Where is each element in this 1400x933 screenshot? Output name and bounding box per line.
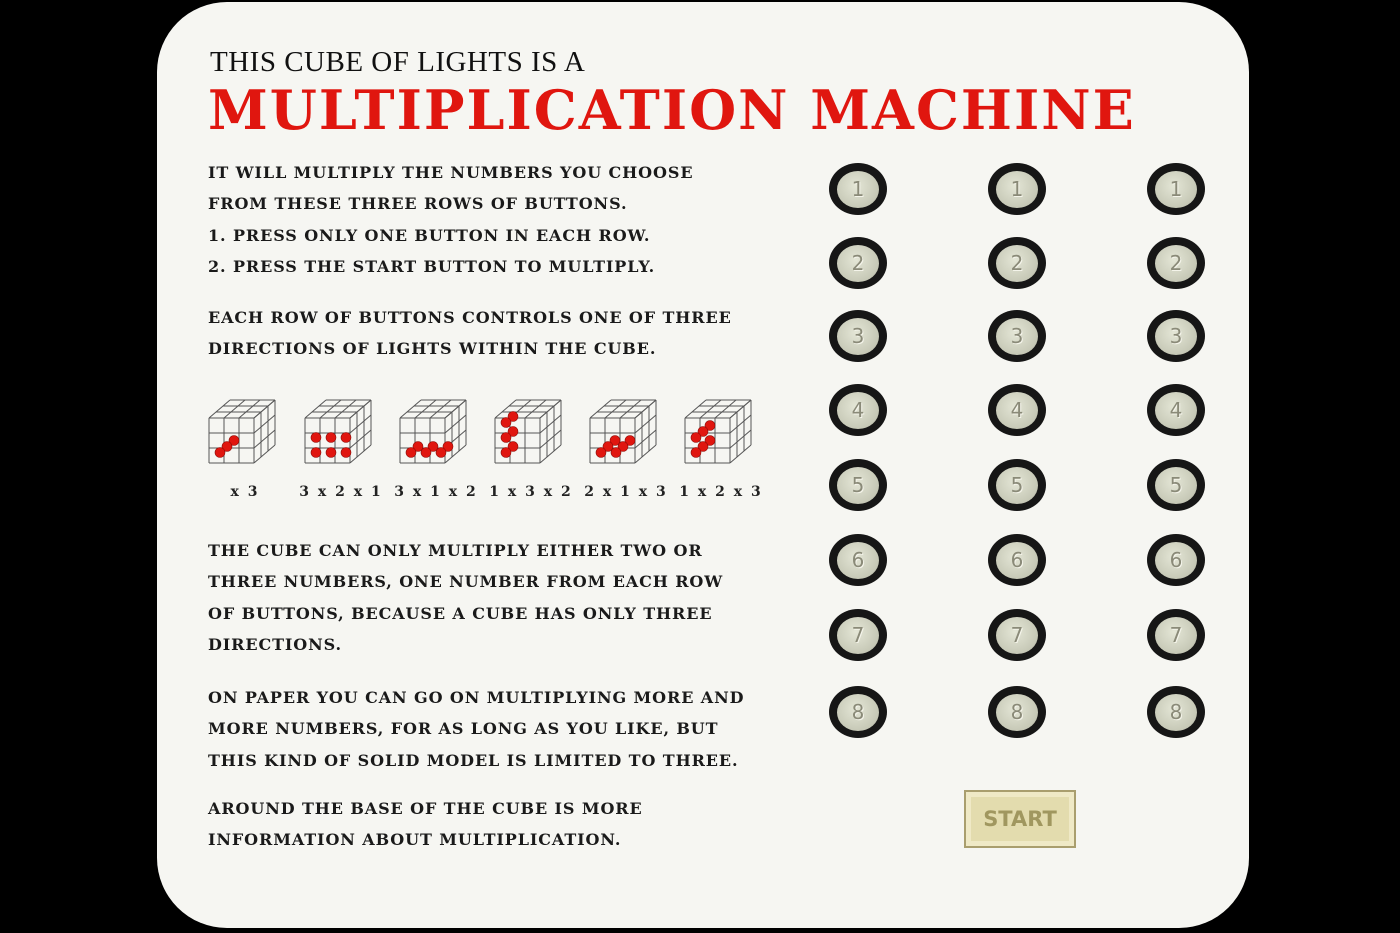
number-button-row-2-3[interactable]: [988, 310, 1046, 362]
number-button-row-2-4[interactable]: [988, 384, 1046, 436]
cube-light: [596, 448, 606, 458]
number-button-label: 6: [1155, 542, 1197, 579]
cube-example-label: 3 x 1 x 2: [394, 484, 478, 500]
number-button-row-1-6[interactable]: [829, 534, 887, 586]
number-button-row-3-8[interactable]: [1147, 686, 1205, 738]
page-title: MULTIPLICATION MACHINE: [208, 78, 1136, 142]
instructions-paragraph-2: EACH ROW OF BUTTONS CONTROLS ONE OF THREE DIRECTIONS OF LIGHTS WITHIN THE CUBE.: [208, 308, 732, 359]
cube-gridline: [540, 445, 561, 463]
instructions-paragraph-3: THE CUBE CAN ONLY MULTIPLY EITHER TWO OR THREE NUMBERS, ONE NUMBER FROM EACH ROW OF BUTTONS, BECAUSE A CUBE HAS ONLY THREE DIRECTIONS.: [208, 541, 724, 654]
number-button-row-3-7[interactable]: [1147, 609, 1205, 661]
number-button-label: 6: [837, 542, 879, 579]
number-button-label: 1: [996, 171, 1038, 208]
number-button-label: 3: [1155, 318, 1197, 355]
cube-light: [611, 448, 621, 458]
cube-diagram: [681, 392, 761, 474]
cube-gridline: [730, 430, 751, 448]
cube-diagram: [301, 392, 381, 474]
cube-gridline: [730, 415, 751, 433]
cube-light: [326, 433, 336, 443]
number-button-label: 6: [996, 542, 1038, 579]
number-button-row-2-6[interactable]: [988, 534, 1046, 586]
number-button-row-1-5[interactable]: [829, 459, 887, 511]
number-button-label: 7: [837, 617, 879, 654]
cube-gridline: [254, 445, 275, 463]
number-button-label: 4: [996, 392, 1038, 429]
number-button-row-3-6[interactable]: [1147, 534, 1205, 586]
number-button-label: 4: [1155, 392, 1197, 429]
cube-diagram: [205, 392, 285, 474]
number-button-label: 2: [996, 245, 1038, 282]
number-button-row-3-5[interactable]: [1147, 459, 1205, 511]
cube-light: [406, 448, 416, 458]
cube-light: [691, 448, 701, 458]
number-button-row-1-7[interactable]: [829, 609, 887, 661]
number-button-label: 7: [1155, 617, 1197, 654]
cube-gridline: [254, 415, 275, 433]
number-button-row-2-2[interactable]: [988, 237, 1046, 289]
number-button-row-1-8[interactable]: [829, 686, 887, 738]
intro-text: THIS CUBE OF LIGHTS IS A: [210, 46, 586, 78]
number-button-label: 8: [1155, 694, 1197, 731]
number-button-label: 4: [837, 392, 879, 429]
cube-gridline: [635, 415, 656, 433]
cube-gridline: [635, 430, 656, 448]
cube-light: [501, 433, 511, 443]
number-button-label: 8: [996, 694, 1038, 731]
cube-example-label: x 3: [230, 484, 260, 500]
cube-diagram: [396, 392, 476, 474]
cube-example-label: 3 x 2 x 1: [299, 484, 383, 500]
number-button-label: 1: [837, 171, 879, 208]
number-button-label: 2: [1155, 245, 1197, 282]
cube-example-label: 2 x 1 x 3: [584, 484, 668, 500]
cube-gridline: [254, 430, 275, 448]
cube-light: [326, 448, 336, 458]
cube-light: [421, 448, 431, 458]
start-button-label: START: [983, 807, 1057, 831]
cube-light: [215, 448, 225, 458]
number-button-row-2-7[interactable]: [988, 609, 1046, 661]
number-button-label: 8: [837, 694, 879, 731]
number-button-row-3-4[interactable]: [1147, 384, 1205, 436]
cube-examples: [205, 392, 765, 517]
number-button-row-1-2[interactable]: [829, 237, 887, 289]
number-button-row-3-2[interactable]: [1147, 237, 1205, 289]
number-button-row-2-1[interactable]: [988, 163, 1046, 215]
cube-gridline: [350, 415, 371, 433]
number-button-row-1-1[interactable]: [829, 163, 887, 215]
cube-light: [501, 418, 511, 428]
cube-gridline: [350, 445, 371, 463]
number-button-label: 5: [1155, 467, 1197, 504]
number-button-row-2-8[interactable]: [988, 686, 1046, 738]
number-button-label: 7: [996, 617, 1038, 654]
cube-gridline: [540, 430, 561, 448]
cube-example-label: 1 x 3 x 2: [489, 484, 573, 500]
start-button[interactable]: [964, 790, 1076, 848]
instructions-paragraph-1: IT WILL MULTIPLY THE NUMBERS YOU CHOOSE FROM THESE THREE ROWS OF BUTTONS. 1. PRESS ONLY ONE BUTTON IN EACH ROW. 2. PRESS THE START BUTTON TO MULTIPLY.: [208, 163, 694, 276]
cube-gridline: [730, 445, 751, 463]
cube-gridline: [445, 415, 466, 433]
number-button-label: 5: [837, 467, 879, 504]
cube-diagram: [491, 392, 571, 474]
cube-diagram: [586, 392, 666, 474]
cube-example-label: 1 x 2 x 3: [679, 484, 763, 500]
cube-light: [311, 433, 321, 443]
cube-gridline: [350, 430, 371, 448]
number-button-row-3-1[interactable]: [1147, 163, 1205, 215]
instructions-paragraph-4: ON PAPER YOU CAN GO ON MULTIPLYING MORE AND MORE NUMBERS, FOR AS LONG AS YOU LIKE, BUT THIS KIND OF SOLID MODEL IS LIMITED TO THREE.: [208, 688, 745, 770]
cube-light: [341, 448, 351, 458]
cube-gridline: [635, 445, 656, 463]
cube-light: [341, 433, 351, 443]
cube-light: [311, 448, 321, 458]
cube-gridline: [540, 415, 561, 433]
number-button-row-3-3[interactable]: [1147, 310, 1205, 362]
number-button-label: 3: [996, 318, 1038, 355]
number-button-row-1-4[interactable]: [829, 384, 887, 436]
number-button-label: 5: [996, 467, 1038, 504]
number-button-label: 1: [1155, 171, 1197, 208]
number-button-row-1-3[interactable]: [829, 310, 887, 362]
number-button-row-2-5[interactable]: [988, 459, 1046, 511]
number-button-label: 3: [837, 318, 879, 355]
instructions-paragraph-5: AROUND THE BASE OF THE CUBE IS MORE INFORMATION ABOUT MULTIPLICATION.: [208, 799, 643, 850]
cube-light: [436, 448, 446, 458]
cube-light: [691, 433, 701, 443]
cube-light: [501, 448, 511, 458]
number-button-label: 2: [837, 245, 879, 282]
